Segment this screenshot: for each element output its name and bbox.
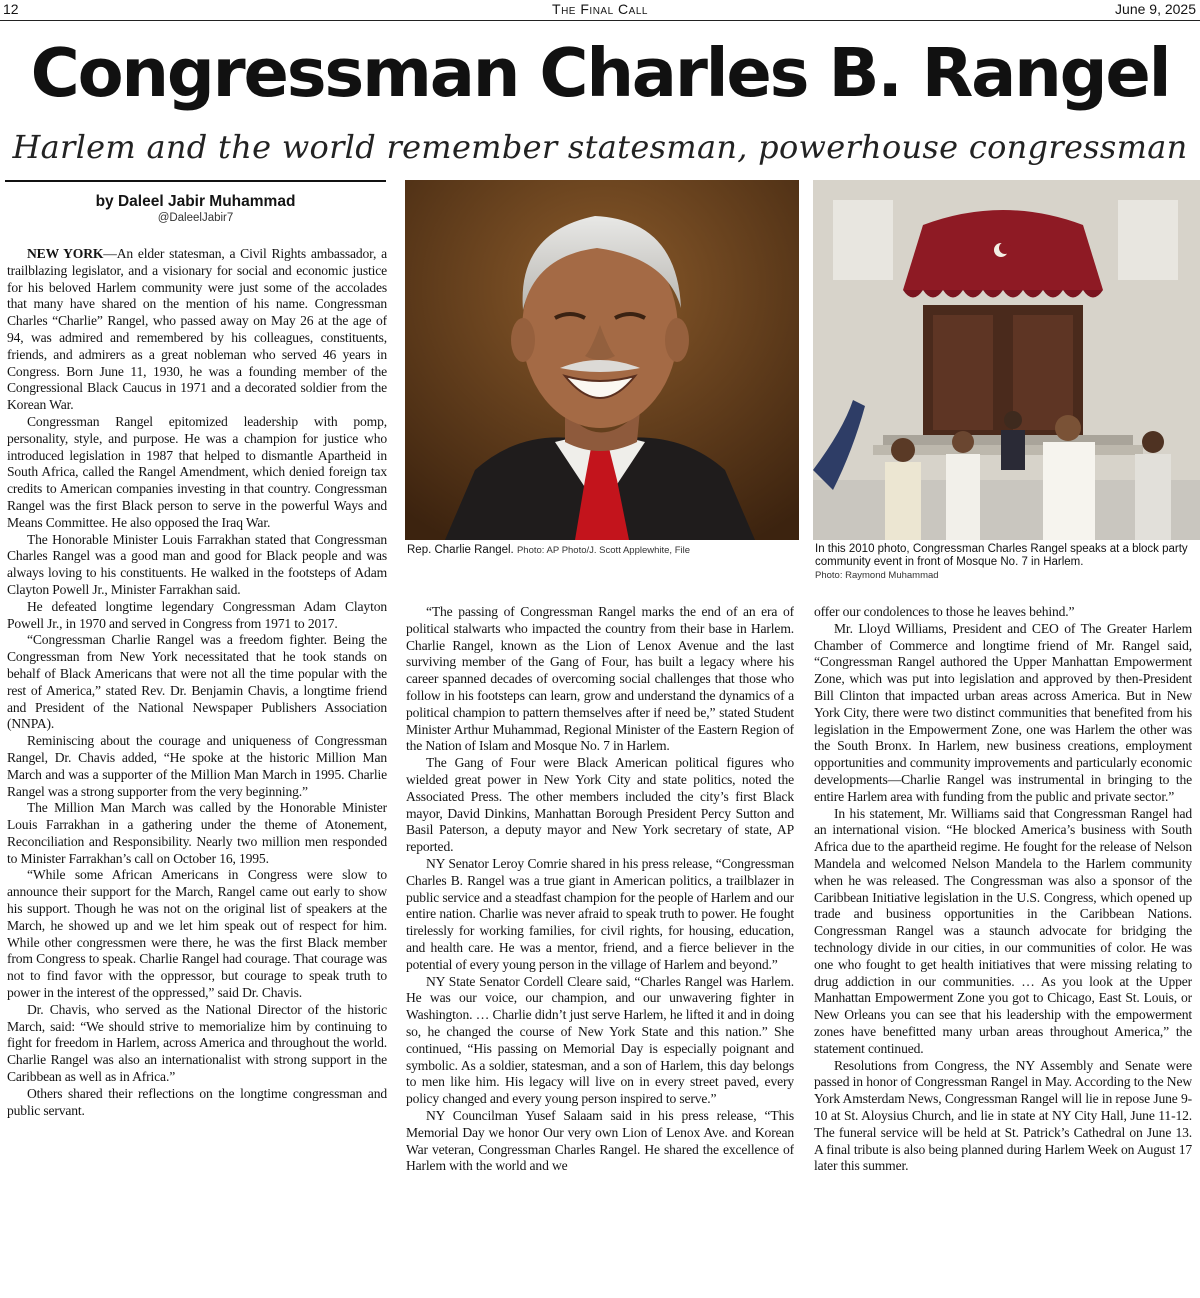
- photo-credit: Photo: AP Photo/J. Scott Applewhite, File: [516, 545, 691, 556]
- issue-date: June 9, 2025: [1115, 1, 1196, 17]
- paragraph: “While some African Americans in Congress were slow to announce their support for the March, Rangel came out early to show his support. Though he was not on the original list of speakers at the March, he showed up and we let him speak out of respect for him. While other congressmen were there, he was the first Black member from Congress to speak. Charlie Rangel had courage. That courage was not to find favor with the oppressor, but courage to speak truth to power in the interest of the oppressed,” said Dr. Chavis.: [7, 867, 387, 1001]
- article-column-2: [406, 604, 794, 1298]
- paragraph: The Honorable Minister Louis Farrakhan stated that Congressman Charles Rangel was a good man and good for Black people and was always loving to his constituents. He walked in the footsteps of Adam Clayton Powell Jr., Minister Farrakhan said.: [7, 531, 387, 597]
- article-column-3: [814, 604, 1192, 1298]
- paragraph: Mr. Lloyd Williams, President and CEO of The Greater Harlem Chamber of Commerce and longtime friend of Mr. Rangel said, “Congressman Rangel authored the Upper Manhattan Empowerment Zone, which was put into legislation and approved by then-President Bill Clinton that impacted urban areas across America. But in New York City, there were two distinct communities that benefited from his legislation in the Empowerment Zone, one was Harlem the other was the South Bronx. In Harlem, new business creations, employment opportunities and community improvements and particularly economic developments—Charlie Rangel was instrumental in bringing to the entire Harlem area with funding from the public and private sector.”: [814, 620, 1192, 804]
- paragraph: The Million Man March was called by the Honorable Minister Louis Farrakhan in a gathering under the theme of Atonement, Reconciliation and Responsibility. Nearly two million men responded to Minister Farrakhan’s call on October 16, 1995.: [7, 800, 387, 866]
- byline-rule: [5, 180, 386, 182]
- paragraph: Resolutions from Congress, the NY Assembly and Senate were passed in honor of Congressman Rangel in May. According to the New York Amsterdam News, Congressman Rangel will lie in repose June 9-10 at St. Aloysius Church, and lie in state at NY City Hall, June 11-12. The funeral service will be held at St. Patrick’s Cathedral on June 13. A final tribute is also being planned during Harlem Week on August 17 later this summer.: [814, 1057, 1192, 1174]
- paragraph: Congressman Rangel epitomized leadership with pomp, personality, style, and purpose. He was a champion for justice who introduced legislation in 1987 that helped to dismantle Apartheid in South Africa, called the Rangel Amendment, which denied foreign tax credits to American companies investing in that country. Congressman Rangel was the first Black person to serve in the powerful Ways and Means Committee. He also opposed the Iraq War.: [7, 413, 387, 530]
- paragraph: “Congressman Charlie Rangel was a freedom fighter. Being the Congressman from New York necessitated that he took stands on behalf of Black Americans that were not all the time popular with the rest of America,” stated Rev. Dr. Benjamin Chavis, a longtime friend and President of the National Newspaper Publishers Association (NNPA).: [7, 632, 387, 732]
- photo-caption-1: [407, 544, 797, 557]
- paragraph: Reminiscing about the courage and uniqueness of Congressman Rangel, Dr. Chavis added, “He spoke at the historic Million Man March and was a supporter of the Million Man March in 1995. Charlie Rangel was a strong supporter from the very beginning.”: [7, 733, 387, 799]
- paragraph: He defeated longtime legendary Congressman Adam Clayton Powell Jr., in 1970 and served in Congress from 1971 to 2017.: [7, 598, 387, 631]
- paragraph: Dr. Chavis, who served as the National Director of the historic March, said: “We should strive to memorialize him by continuing to fight for freedom in Harlem, across America and throughout the world. Charlie Rangel was also an internationalist with strong support in the Caribbean as well as in Africa.”: [7, 1001, 387, 1085]
- byline-handle: @DaleelJabir7: [157, 212, 234, 224]
- article-column-1: [7, 246, 387, 1298]
- paragraph: NEW YORK—An elder statesman, a Civil Rights ambassador, a trailblazing legislator, and a visionary for social and economic justice for his beloved Harlem community were just some of the accolades that many have shared on the mention of his name. Congressman Charles “Charlie” Rangel, who passed away on May 26 at the age of 94, was admired and remembered by his colleagues, constituents, friends, and admirers as a great nobleman who served 46 years in Congress. Born June 11, 1930, he was a founding member of the Congressional Black Caucus in 1971 and a decorated soldier from the Korean War.: [7, 246, 387, 413]
- masthead: The Final Call: [552, 1, 648, 17]
- paragraph: “The passing of Congressman Rangel marks the end of an era of political stalwarts who impacted the country from their base in Harlem. Charlie Rangel, known as the Lion of Lenox Avenue and the last surviving member of the Gang of Four, has built a legacy where his career spanned decades of overcoming social challenges that those who follow in his footsteps can learn, grow and understand the dynamics of a political champion to pattern themselves after if need be,” stated Student Minister Arthur Muhammad, Regional Minister of the Eastern Region of the Nation of Islam and Mosque No. 7 in Harlem.: [406, 604, 794, 754]
- photo-block-party-mosque-no-7: [813, 180, 1200, 540]
- deck: Harlem and the world remember statesman, powerhouse congressman: [12, 128, 1188, 166]
- paragraph: offer our condolences to those he leaves behind.”: [814, 604, 1075, 619]
- photo-caption-2: [815, 543, 1200, 582]
- dateline: NEW YORK: [27, 246, 104, 261]
- paragraph: The Gang of Four were Black American political figures who wielded great power in New York City and state politics, noted the Associated Press. The other members included the city’s first Black mayor, David Dinkins, Manhattan Borough President Percy Sutton and Basil Paterson, a deputy mayor and New York secretary of state, AP reported.: [406, 755, 794, 855]
- paragraph: NY State Senator Cordell Cleare said, “Charles Rangel was Harlem. He was our voice, our champion, and our unwavering fighter in Washington. … Charlie didn’t just serve Harlem, he lifted it and in doing so, he changed the course of New York State and this nation.” She continued, “His passing on Memorial Day is especially poignant and symbolic. As a soldier, statesman, and a son of Harlem, this day belongs to men like him. His legacy will live on in every street paved, every policy changed and every young person inspired to serve.”: [406, 973, 794, 1107]
- headline: Congressman Charles B. Rangel: [30, 34, 1170, 112]
- paragraph: Others shared their reflections on the longtime congressman and public servant.: [7, 1085, 387, 1118]
- paragraph: In his statement, Mr. Williams said that Congressman Rangel had an international vision. “He blocked America’s business with South Africa due to the apartheid regime. He fought for the release of Nelson Mandela and welcomed Nelson Mandela to the Harlem community when he was released. The Congressman was also a sponsor of the Caribbean Initiative legislation in the U.S. Congress, which opened up trade and business opportunities in the Caribbean Nations. Congressman Rangel was a staunch advocate for bridging the technology divide in our cities, in our communities of color. He was one who fought to get health initiatives that were missing relating to drug addiction in our communities. … As you look at the Upper Manhattan Empowerment Zone you got to Chicago, East St. Louis, or New Orleans you can see that his leadership with the empowerment zones have benefitted many urban areas throughout America,” the statement continued.: [814, 805, 1192, 1056]
- paragraph: NY Councilman Yusef Salaam said in his press release, “This Memorial Day we honor Our very own Lion of Lenox Ave. and Korean War veteran, Congressman Charles Rangel. He shared the excellence of Harlem with the world and we: [406, 1107, 794, 1174]
- photo-credit: Photo: Raymond Muhammad: [815, 570, 939, 581]
- byline: by Daleel Jabir Muhammad: [95, 193, 296, 210]
- paragraph: NY Senator Leroy Comrie shared in his press release, “Congressman Charles B. Rangel was a true giant in American politics, a trailblazer in public service and a steadfast champion for the people of Harlem and our entire nation. Charlie was never afraid to speak truth to power. He fought tirelessly for working families, for civil rights, for housing, education, and health care. He was a mentor, friend, and a fierce believer in the potential of every young person in the village of Harlem and beyond.”: [406, 855, 794, 972]
- page-header: [0, 0, 1200, 21]
- caption-text: Rep. Charlie Rangel.: [407, 544, 514, 556]
- caption-text: In this 2010 photo, Congressman Charles Rangel speaks at a block party community event in front of Mosque No. 7 in Harlem.: [815, 543, 1188, 568]
- page-number: 12: [3, 1, 19, 17]
- photo-charlie-rangel-portrait: [405, 180, 799, 540]
